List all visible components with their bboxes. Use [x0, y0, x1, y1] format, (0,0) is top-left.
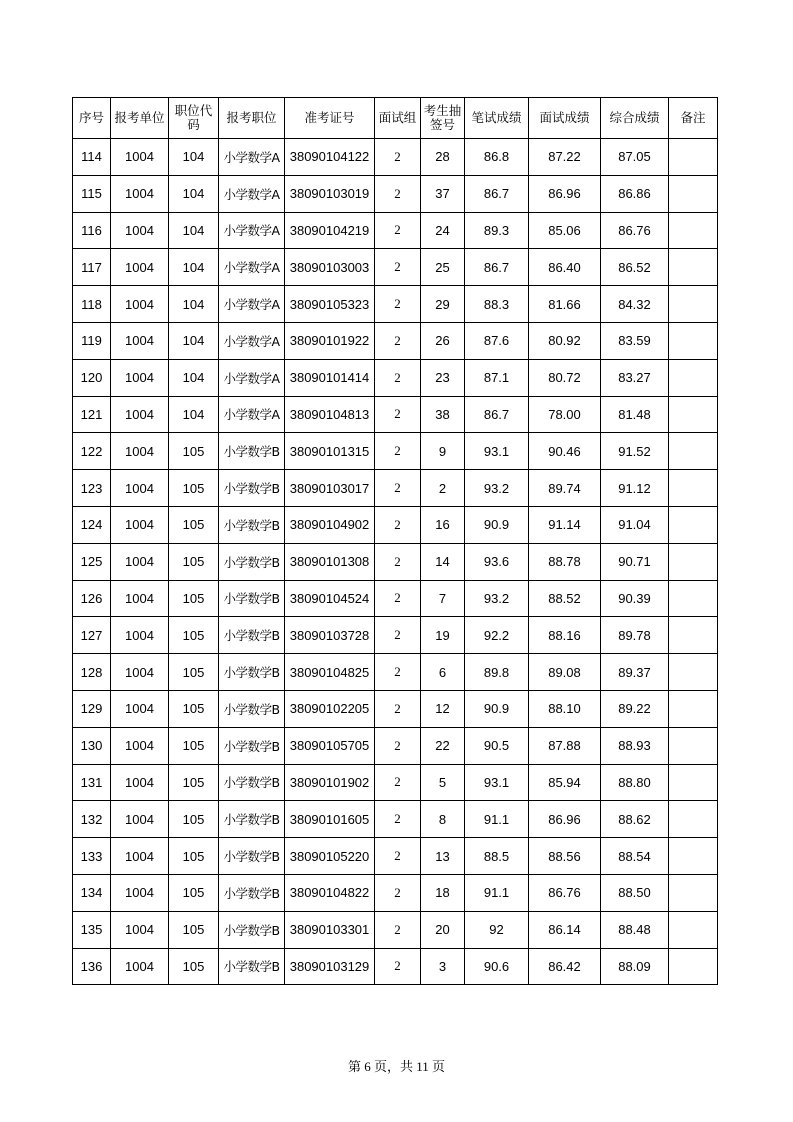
cell-group: 2: [375, 838, 421, 875]
cell-written: 93.6: [465, 543, 529, 580]
column-header-written: 笔试成绩: [465, 98, 529, 139]
cell-group: 2: [375, 506, 421, 543]
table-row: [73, 543, 718, 580]
cell-pos-code: 105: [169, 654, 219, 691]
table-header: [73, 98, 718, 139]
cell-pos-code: 104: [169, 249, 219, 286]
cell-pos-code: 105: [169, 433, 219, 470]
results-table: [72, 97, 718, 985]
cell-exam-id: 38090105220: [285, 838, 375, 875]
cell-position: 小学数学B: [219, 506, 285, 543]
cell-interview: 89.08: [529, 654, 601, 691]
column-header-group: 面试组: [375, 98, 421, 139]
cell-unit: 1004: [111, 286, 169, 323]
cell-exam-id: 38090102205: [285, 690, 375, 727]
column-header-remarks: 备注: [669, 98, 718, 139]
cell-group: 2: [375, 543, 421, 580]
column-header-draw-no: 考生抽签号: [421, 98, 465, 139]
cell-group: 2: [375, 433, 421, 470]
cell-position: 小学数学B: [219, 470, 285, 507]
cell-draw-no: 37: [421, 175, 465, 212]
cell-unit: 1004: [111, 249, 169, 286]
cell-seq: 136: [73, 948, 111, 985]
cell-draw-no: 38: [421, 396, 465, 433]
cell-unit: 1004: [111, 764, 169, 801]
cell-group: 2: [375, 322, 421, 359]
cell-total: 91.04: [601, 506, 669, 543]
cell-seq: 128: [73, 654, 111, 691]
cell-position: 小学数学B: [219, 874, 285, 911]
cell-group: 2: [375, 690, 421, 727]
cell-total: 91.52: [601, 433, 669, 470]
cell-unit: 1004: [111, 580, 169, 617]
cell-seq: 116: [73, 212, 111, 249]
cell-total: 90.71: [601, 543, 669, 580]
cell-pos-code: 105: [169, 727, 219, 764]
cell-exam-id: 38090103301: [285, 911, 375, 948]
cell-seq: 130: [73, 727, 111, 764]
cell-unit: 1004: [111, 543, 169, 580]
cell-interview: 85.94: [529, 764, 601, 801]
cell-total: 84.32: [601, 286, 669, 323]
cell-pos-code: 105: [169, 580, 219, 617]
cell-unit: 1004: [111, 690, 169, 727]
cell-written: 86.7: [465, 249, 529, 286]
cell-written: 91.1: [465, 801, 529, 838]
cell-position: 小学数学B: [219, 617, 285, 654]
cell-total: 88.09: [601, 948, 669, 985]
cell-group: 2: [375, 580, 421, 617]
table-row: [73, 690, 718, 727]
cell-draw-no: 25: [421, 249, 465, 286]
cell-exam-id: 38090101605: [285, 801, 375, 838]
table-row: [73, 948, 718, 985]
cell-written: 89.3: [465, 212, 529, 249]
cell-total: 88.93: [601, 727, 669, 764]
cell-group: 2: [375, 948, 421, 985]
cell-remarks: [669, 727, 718, 764]
cell-interview: 89.74: [529, 470, 601, 507]
cell-written: 87.6: [465, 322, 529, 359]
cell-pos-code: 104: [169, 322, 219, 359]
cell-seq: 120: [73, 359, 111, 396]
cell-draw-no: 8: [421, 801, 465, 838]
cell-remarks: [669, 617, 718, 654]
cell-draw-no: 2: [421, 470, 465, 507]
table-body: [73, 139, 718, 985]
table-row: [73, 801, 718, 838]
cell-group: 2: [375, 911, 421, 948]
cell-position: 小学数学A: [219, 286, 285, 323]
table-row: [73, 580, 718, 617]
cell-remarks: [669, 838, 718, 875]
cell-exam-id: 38090104219: [285, 212, 375, 249]
cell-total: 83.27: [601, 359, 669, 396]
cell-unit: 1004: [111, 433, 169, 470]
cell-unit: 1004: [111, 838, 169, 875]
table-row: [73, 764, 718, 801]
cell-position: 小学数学B: [219, 543, 285, 580]
cell-remarks: [669, 580, 718, 617]
cell-group: 2: [375, 654, 421, 691]
cell-written: 93.1: [465, 764, 529, 801]
cell-draw-no: 7: [421, 580, 465, 617]
cell-unit: 1004: [111, 948, 169, 985]
cell-total: 86.86: [601, 175, 669, 212]
cell-pos-code: 104: [169, 175, 219, 212]
table-row: [73, 433, 718, 470]
table-row: [73, 874, 718, 911]
cell-written: 90.6: [465, 948, 529, 985]
cell-seq: 114: [73, 139, 111, 176]
cell-exam-id: 38090103129: [285, 948, 375, 985]
table-row: [73, 506, 718, 543]
cell-position: 小学数学A: [219, 322, 285, 359]
cell-written: 88.5: [465, 838, 529, 875]
cell-draw-no: 28: [421, 139, 465, 176]
cell-position: 小学数学B: [219, 764, 285, 801]
cell-position: 小学数学A: [219, 359, 285, 396]
cell-unit: 1004: [111, 396, 169, 433]
column-header-position: 报考职位: [219, 98, 285, 139]
table-row: [73, 322, 718, 359]
cell-unit: 1004: [111, 139, 169, 176]
cell-written: 86.7: [465, 175, 529, 212]
cell-written: 93.2: [465, 580, 529, 617]
cell-position: 小学数学B: [219, 838, 285, 875]
cell-total: 88.48: [601, 911, 669, 948]
cell-interview: 80.72: [529, 359, 601, 396]
cell-remarks: [669, 396, 718, 433]
cell-total: 91.12: [601, 470, 669, 507]
cell-draw-no: 26: [421, 322, 465, 359]
cell-pos-code: 105: [169, 617, 219, 654]
cell-interview: 85.06: [529, 212, 601, 249]
cell-exam-id: 38090101315: [285, 433, 375, 470]
cell-remarks: [669, 286, 718, 323]
cell-seq: 134: [73, 874, 111, 911]
cell-seq: 126: [73, 580, 111, 617]
cell-interview: 87.22: [529, 139, 601, 176]
cell-unit: 1004: [111, 322, 169, 359]
cell-seq: 127: [73, 617, 111, 654]
cell-total: 86.52: [601, 249, 669, 286]
cell-draw-no: 20: [421, 911, 465, 948]
cell-unit: 1004: [111, 874, 169, 911]
cell-position: 小学数学A: [219, 212, 285, 249]
cell-remarks: [669, 139, 718, 176]
cell-seq: 123: [73, 470, 111, 507]
cell-pos-code: 104: [169, 139, 219, 176]
cell-exam-id: 38090105705: [285, 727, 375, 764]
cell-interview: 86.14: [529, 911, 601, 948]
cell-seq: 122: [73, 433, 111, 470]
cell-interview: 88.78: [529, 543, 601, 580]
cell-exam-id: 38090104524: [285, 580, 375, 617]
cell-remarks: [669, 801, 718, 838]
cell-total: 88.62: [601, 801, 669, 838]
cell-interview: 88.10: [529, 690, 601, 727]
cell-unit: 1004: [111, 911, 169, 948]
cell-total: 88.54: [601, 838, 669, 875]
cell-position: 小学数学B: [219, 690, 285, 727]
column-header-interview: 面试成绩: [529, 98, 601, 139]
table-row: [73, 911, 718, 948]
cell-interview: 86.42: [529, 948, 601, 985]
cell-draw-no: 9: [421, 433, 465, 470]
cell-exam-id: 38090101308: [285, 543, 375, 580]
cell-group: 2: [375, 139, 421, 176]
cell-remarks: [669, 764, 718, 801]
cell-unit: 1004: [111, 212, 169, 249]
cell-interview: 86.96: [529, 801, 601, 838]
cell-interview: 88.52: [529, 580, 601, 617]
cell-draw-no: 5: [421, 764, 465, 801]
cell-seq: 117: [73, 249, 111, 286]
cell-draw-no: 19: [421, 617, 465, 654]
cell-exam-id: 38090103003: [285, 249, 375, 286]
cell-interview: 86.40: [529, 249, 601, 286]
cell-interview: 90.46: [529, 433, 601, 470]
cell-interview: 86.76: [529, 874, 601, 911]
cell-unit: 1004: [111, 470, 169, 507]
cell-remarks: [669, 506, 718, 543]
table-row: [73, 617, 718, 654]
cell-draw-no: 6: [421, 654, 465, 691]
cell-position: 小学数学A: [219, 175, 285, 212]
cell-exam-id: 38090104825: [285, 654, 375, 691]
cell-seq: 121: [73, 396, 111, 433]
table-row: [73, 838, 718, 875]
cell-draw-no: 16: [421, 506, 465, 543]
cell-pos-code: 105: [169, 543, 219, 580]
cell-group: 2: [375, 801, 421, 838]
cell-seq: 129: [73, 690, 111, 727]
cell-seq: 118: [73, 286, 111, 323]
cell-seq: 124: [73, 506, 111, 543]
cell-pos-code: 105: [169, 506, 219, 543]
cell-draw-no: 29: [421, 286, 465, 323]
cell-interview: 88.56: [529, 838, 601, 875]
cell-position: 小学数学B: [219, 948, 285, 985]
table-row: [73, 212, 718, 249]
table-row: [73, 175, 718, 212]
cell-seq: 119: [73, 322, 111, 359]
cell-total: 81.48: [601, 396, 669, 433]
cell-position: 小学数学B: [219, 433, 285, 470]
cell-written: 90.9: [465, 506, 529, 543]
page-number-footer: 第 6 页，共 11 页: [347, 1059, 446, 1074]
cell-position: 小学数学A: [219, 139, 285, 176]
cell-remarks: [669, 470, 718, 507]
cell-unit: 1004: [111, 654, 169, 691]
cell-written: 90.9: [465, 690, 529, 727]
cell-total: 87.05: [601, 139, 669, 176]
table-row: [73, 286, 718, 323]
cell-draw-no: 23: [421, 359, 465, 396]
cell-written: 92: [465, 911, 529, 948]
cell-pos-code: 104: [169, 396, 219, 433]
cell-pos-code: 105: [169, 801, 219, 838]
cell-draw-no: 13: [421, 838, 465, 875]
cell-position: 小学数学B: [219, 580, 285, 617]
cell-remarks: [669, 359, 718, 396]
cell-group: 2: [375, 874, 421, 911]
cell-position: 小学数学A: [219, 396, 285, 433]
cell-exam-id: 38090103019: [285, 175, 375, 212]
cell-draw-no: 18: [421, 874, 465, 911]
table-row: [73, 139, 718, 176]
cell-exam-id: 38090104813: [285, 396, 375, 433]
cell-written: 93.2: [465, 470, 529, 507]
cell-remarks: [669, 654, 718, 691]
cell-seq: 125: [73, 543, 111, 580]
cell-total: 88.80: [601, 764, 669, 801]
cell-exam-id: 38090104902: [285, 506, 375, 543]
cell-exam-id: 38090101902: [285, 764, 375, 801]
table-row: [73, 359, 718, 396]
cell-written: 88.3: [465, 286, 529, 323]
cell-pos-code: 104: [169, 212, 219, 249]
cell-remarks: [669, 322, 718, 359]
cell-group: 2: [375, 286, 421, 323]
cell-written: 86.8: [465, 139, 529, 176]
cell-interview: 78.00: [529, 396, 601, 433]
cell-group: 2: [375, 470, 421, 507]
cell-exam-id: 38090101922: [285, 322, 375, 359]
cell-total: 90.39: [601, 580, 669, 617]
table-row: [73, 654, 718, 691]
cell-remarks: [669, 911, 718, 948]
cell-position: 小学数学B: [219, 911, 285, 948]
cell-exam-id: 38090103728: [285, 617, 375, 654]
cell-remarks: [669, 175, 718, 212]
cell-group: 2: [375, 764, 421, 801]
cell-exam-id: 38090104822: [285, 874, 375, 911]
cell-interview: 86.96: [529, 175, 601, 212]
table-row: [73, 470, 718, 507]
cell-remarks: [669, 433, 718, 470]
cell-interview: 88.16: [529, 617, 601, 654]
cell-pos-code: 104: [169, 286, 219, 323]
cell-unit: 1004: [111, 617, 169, 654]
cell-seq: 131: [73, 764, 111, 801]
cell-written: 90.5: [465, 727, 529, 764]
cell-remarks: [669, 690, 718, 727]
cell-group: 2: [375, 617, 421, 654]
column-header-seq: 序号: [73, 98, 111, 139]
cell-draw-no: 24: [421, 212, 465, 249]
column-header-total: 综合成绩: [601, 98, 669, 139]
cell-group: 2: [375, 359, 421, 396]
cell-seq: 132: [73, 801, 111, 838]
cell-group: 2: [375, 175, 421, 212]
cell-interview: 81.66: [529, 286, 601, 323]
cell-written: 87.1: [465, 359, 529, 396]
cell-remarks: [669, 948, 718, 985]
cell-written: 89.8: [465, 654, 529, 691]
cell-written: 86.7: [465, 396, 529, 433]
cell-remarks: [669, 212, 718, 249]
cell-seq: 115: [73, 175, 111, 212]
cell-position: 小学数学B: [219, 801, 285, 838]
cell-written: 93.1: [465, 433, 529, 470]
cell-total: 83.59: [601, 322, 669, 359]
cell-written: 91.1: [465, 874, 529, 911]
cell-pos-code: 105: [169, 948, 219, 985]
column-header-unit: 报考单位: [111, 98, 169, 139]
cell-remarks: [669, 543, 718, 580]
cell-interview: 80.92: [529, 322, 601, 359]
cell-draw-no: 22: [421, 727, 465, 764]
cell-interview: 91.14: [529, 506, 601, 543]
cell-group: 2: [375, 727, 421, 764]
cell-remarks: [669, 249, 718, 286]
cell-seq: 133: [73, 838, 111, 875]
cell-total: 88.50: [601, 874, 669, 911]
cell-written: 92.2: [465, 617, 529, 654]
cell-total: 89.78: [601, 617, 669, 654]
cell-group: 2: [375, 249, 421, 286]
cell-draw-no: 3: [421, 948, 465, 985]
cell-remarks: [669, 874, 718, 911]
cell-group: 2: [375, 396, 421, 433]
cell-position: 小学数学B: [219, 727, 285, 764]
cell-group: 2: [375, 212, 421, 249]
cell-pos-code: 105: [169, 874, 219, 911]
cell-total: 86.76: [601, 212, 669, 249]
cell-pos-code: 105: [169, 838, 219, 875]
cell-position: 小学数学A: [219, 249, 285, 286]
cell-interview: 87.88: [529, 727, 601, 764]
cell-pos-code: 104: [169, 359, 219, 396]
header-row: [73, 98, 718, 139]
table-row: [73, 727, 718, 764]
cell-draw-no: 12: [421, 690, 465, 727]
cell-exam-id: 38090105323: [285, 286, 375, 323]
table-row: [73, 249, 718, 286]
column-header-exam-id: 准考证号: [285, 98, 375, 139]
cell-exam-id: 38090103017: [285, 470, 375, 507]
cell-draw-no: 14: [421, 543, 465, 580]
cell-total: 89.37: [601, 654, 669, 691]
cell-pos-code: 105: [169, 911, 219, 948]
cell-pos-code: 105: [169, 690, 219, 727]
cell-unit: 1004: [111, 727, 169, 764]
cell-exam-id: 38090101414: [285, 359, 375, 396]
cell-unit: 1004: [111, 506, 169, 543]
cell-pos-code: 105: [169, 470, 219, 507]
column-header-pos-code: 职位代码: [169, 98, 219, 139]
cell-exam-id: 38090104122: [285, 139, 375, 176]
cell-pos-code: 105: [169, 764, 219, 801]
cell-unit: 1004: [111, 801, 169, 838]
cell-seq: 135: [73, 911, 111, 948]
cell-total: 89.22: [601, 690, 669, 727]
cell-unit: 1004: [111, 359, 169, 396]
cell-position: 小学数学B: [219, 654, 285, 691]
table-row: [73, 396, 718, 433]
cell-unit: 1004: [111, 175, 169, 212]
